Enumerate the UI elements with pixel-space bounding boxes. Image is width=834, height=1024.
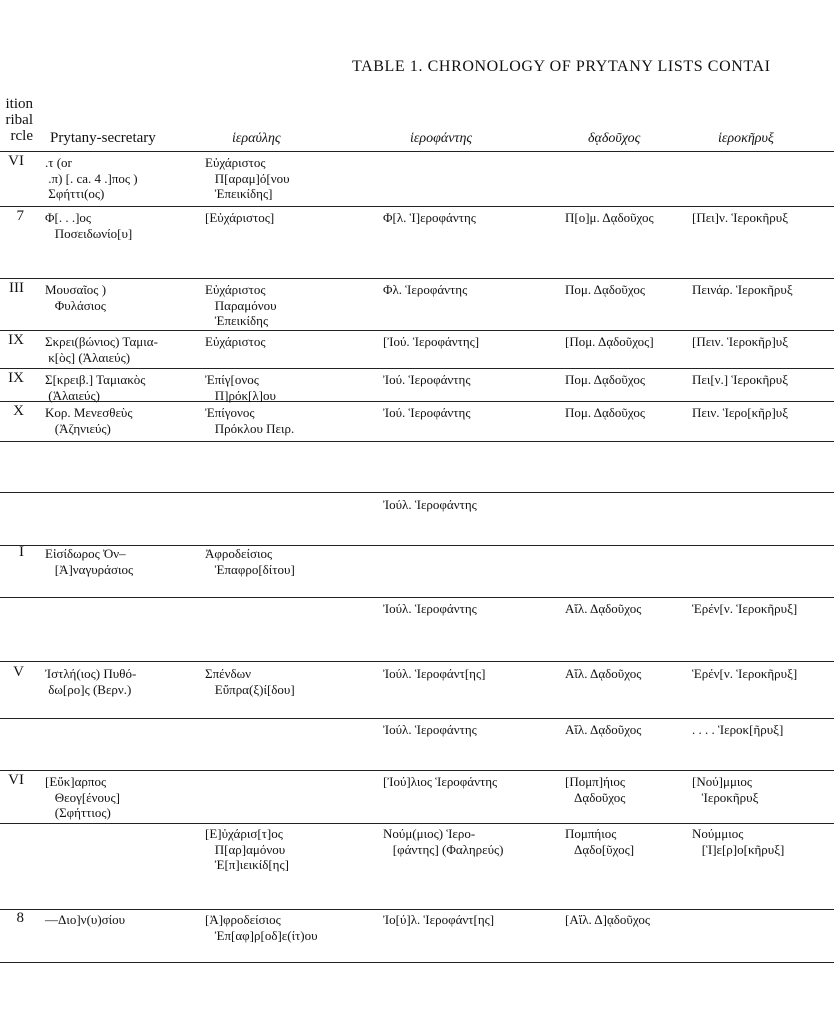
- cycle-cell: III: [9, 280, 24, 296]
- hierophantes-cell: Φλ. Ἱεροφάντης: [383, 282, 468, 297]
- hierophantes-cell: Ἰού. Ἱεροφάντης: [383, 372, 471, 387]
- hierophantes-cell: Φ[λ. Ἱ]εροφάντης: [383, 210, 476, 225]
- secretary-cell: Κορ. Μενεσθεὺς (Ἀζηνιεύς): [45, 405, 133, 436]
- cycle-cell: I: [19, 544, 24, 560]
- cycle-cell: IX: [8, 332, 24, 348]
- hieraules-cell: Ἐπίγονος Πρόκλου Πειρ.: [205, 405, 295, 436]
- secretary-cell: Σκρει(βώνιος) Ταμια- κ[ὸς] (Ἁλαιεύς): [45, 334, 158, 365]
- dadouchos-cell: Αἴλ. Δᾳδοῦχος: [565, 601, 642, 616]
- hieraules-cell: Εὐχάριστος Π[αραμ]ό[νου Ἐπεικίδης]: [205, 155, 290, 201]
- hierokeryx-cell: Πειν. Ἱερο[κῆρ]υξ: [692, 405, 789, 420]
- hierokeryx-cell: [Πει]ν. Ἱεροκῆρυξ: [692, 210, 789, 225]
- hieraules-cell: Σπένδων Εὔπρα(ξ)ί[δου]: [205, 666, 295, 697]
- hierokeryx-cell: Ἑρέν[ν. Ἱεροκῆρυξ]: [692, 666, 798, 681]
- row-rule: [0, 823, 834, 824]
- row-rule: [0, 206, 834, 207]
- hierokeryx-cell: [Πειν. Ἱεροκῆρ]υξ: [692, 334, 789, 349]
- cycle-cell: IX: [8, 370, 24, 386]
- hierophantes-cell: Ἰούλ. Ἱεροφάντης: [383, 722, 477, 737]
- hierokeryx-cell: Πει[ν.] Ἱεροκῆρυξ: [692, 372, 789, 387]
- hierophantes-cell: Ἰούλ. Ἱεροφάντης: [383, 601, 477, 616]
- row-rule: [0, 718, 834, 719]
- secretary-cell: Ἰστλή(ιος) Πυθό- δω[ρο]ς (Βερν.): [45, 666, 137, 697]
- secretary-cell: [Εὔκ]αρπος Θεογ[ένους] (Σφήττιος): [45, 774, 120, 820]
- secretary-cell: Μουσαῖος ) Φυλάσιος: [45, 282, 107, 313]
- row-rule: [0, 770, 834, 771]
- dadouchos-cell: [Πομπ]ήιος Δᾳδοῦχος: [565, 774, 626, 805]
- row-rule: [0, 962, 834, 963]
- table-title: TABLE 1. CHRONOLOGY OF PRYTANY LISTS CONTAI: [352, 58, 771, 75]
- row-rule: [0, 278, 834, 279]
- secretary-cell: Φ[. . .]ος Ποσειδωνίο[υ]: [45, 210, 133, 241]
- hierophantes-cell: Ἰού. Ἱεροφάντης: [383, 405, 471, 420]
- secretary-cell: Εἰσίδωρος Ὀν– [Ἀ]ναγυράσιος: [45, 546, 134, 577]
- cycle-cell: V: [13, 664, 24, 680]
- cycle-cell: 8: [16, 910, 24, 926]
- dadouchos-cell: [Πομ. Δᾳδοῦχος]: [565, 334, 654, 349]
- hierophantes-cell: [Ἰού. Ἱεροφάντης]: [383, 334, 480, 349]
- header-rule: [0, 151, 834, 152]
- row-rule: [0, 330, 834, 331]
- hierophantes-cell: Νούμ(μιος) Ἱερο- [φάντης] (Φαληρεύς): [383, 826, 504, 857]
- hieraules-cell: [Εὐχάριστος]: [205, 210, 275, 225]
- hierokeryx-cell: Νούμμιος [Ἱ]ε[ρ]ο[κῆρυξ]: [692, 826, 785, 857]
- hierokeryx-cell: [Νού]μμιος Ἱεροκῆρυξ: [692, 774, 759, 805]
- dadouchos-cell: [Αἴλ. Δ]ᾳδοῦχος: [565, 912, 650, 927]
- hierokeryx-cell: . . . . Ἱεροκ[ῆρυξ]: [692, 722, 784, 737]
- cycle-cell: VI: [8, 153, 24, 169]
- header-hieraules: ἱεραύλης: [232, 131, 281, 146]
- cycle-cell: 7: [16, 208, 24, 224]
- dadouchos-cell: Αἴλ. Δᾳδοῦχος: [565, 666, 642, 681]
- secretary-cell: .τ (or .π) [. ca. 4 .]πος ) Σφήττι(ος): [45, 155, 138, 201]
- row-rule: [0, 441, 834, 442]
- cycle-cell: VI: [8, 772, 24, 788]
- dadouchos-cell: Π[ο]μ. Δᾳδοῦχος: [565, 210, 654, 225]
- dadouchos-cell: Πομ. Δᾳδοῦχος: [565, 282, 646, 297]
- header-dadouchos: δᾳδοῦχος: [588, 131, 641, 146]
- hierophantes-cell: Ἰούλ. Ἱεροφάντης: [383, 497, 477, 512]
- row-rule: [0, 492, 834, 493]
- hierokeryx-cell: Ἑρέν[ν. Ἱεροκῆρυξ]: [692, 601, 798, 616]
- row-rule: [0, 597, 834, 598]
- header-hierophantes: ἱεροφάντης: [410, 131, 473, 146]
- hieraules-cell: [Ε]ὐχάρισ[τ]ος Π[αρ]αμόνου Ἐ[π]ιεικίδ[ης]: [205, 826, 289, 872]
- hieraules-cell: Ἀφροδείσιος Ἐπαφρο[δίτου]: [205, 546, 295, 577]
- hierophantes-cell: Ἰο[ύ]λ. Ἱεροφάντ[ης]: [383, 912, 495, 927]
- dadouchos-cell: Πομπήιος Δᾳδο[ῦχος]: [565, 826, 635, 857]
- secretary-cell: ––Διο]ν(υ)σίου: [45, 912, 126, 927]
- hieraules-cell: Ἐπίγ[ονος Π]ρόκ[λ]ου: [205, 372, 276, 403]
- header-tribal-cycle: ition ribal rcle: [5, 96, 33, 144]
- dadouchos-cell: Πομ. Δᾳδοῦχος: [565, 372, 646, 387]
- row-rule: [0, 368, 834, 369]
- secretary-cell: Σ[κρειβ.] Ταμιακὸς (Ἁλαιεύς): [45, 372, 146, 403]
- dadouchos-cell: Πομ. Δᾳδοῦχος: [565, 405, 646, 420]
- dadouchos-cell: Αἴλ. Δᾳδοῦχος: [565, 722, 642, 737]
- hierophantes-cell: Ἰούλ. Ἱεροφάντ[ης]: [383, 666, 486, 681]
- hierophantes-cell: [Ἰού]λιος Ἱεροφάντης: [383, 774, 498, 789]
- header-prytany-secretary: Prytany-secretary: [50, 130, 156, 146]
- hieraules-cell: Εὐχάριστος: [205, 334, 266, 349]
- hierokeryx-cell: Πεινάρ. Ἱεροκῆρυξ: [692, 282, 793, 297]
- cycle-cell: X: [13, 403, 24, 419]
- header-hierokeryx: ἱεροκῆρυξ: [718, 131, 774, 146]
- row-rule: [0, 661, 834, 662]
- hieraules-cell: Εὐχάριστος Παραμόνου Ἐπεικίδης: [205, 282, 277, 328]
- row-rule: [0, 909, 834, 910]
- hieraules-cell: [Ἀ]φροδείσιος Ἐπ[αφ]ρ[οδ]ε(ίτ)ου: [205, 912, 318, 943]
